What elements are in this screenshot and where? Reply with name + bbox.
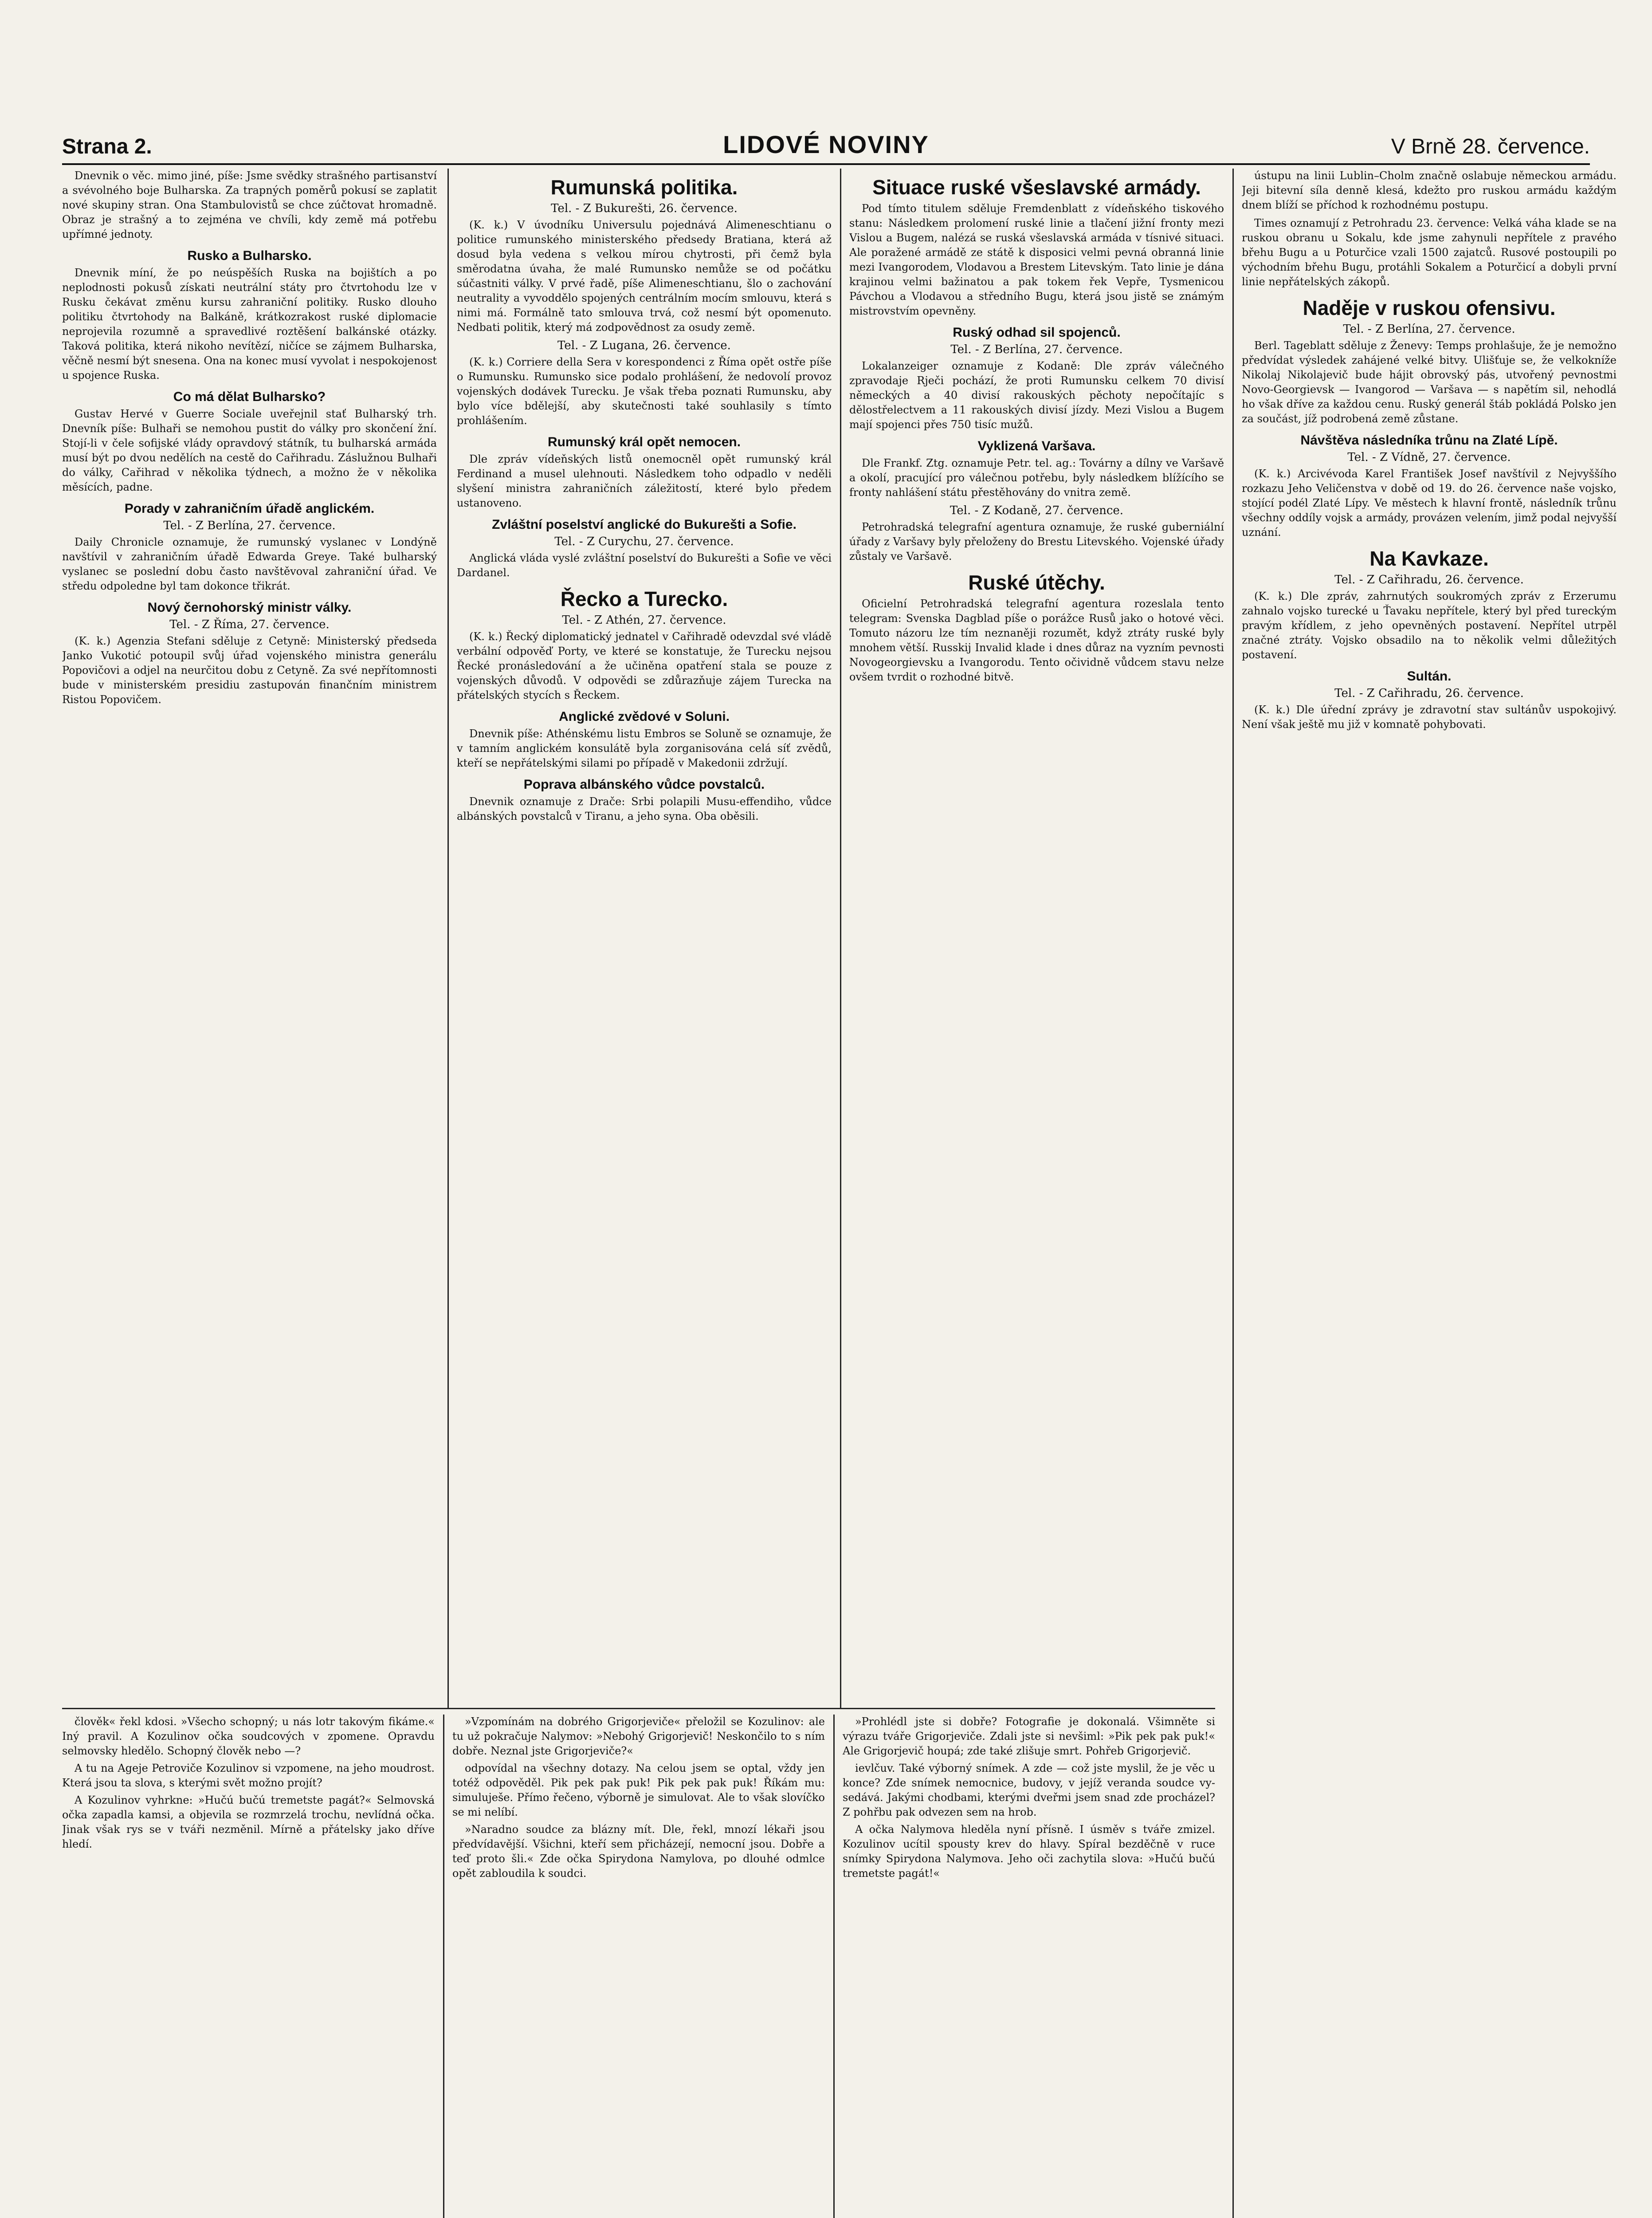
article — [457, 176, 832, 335]
article — [457, 338, 832, 428]
article-headline: Ruské útěchy. — [968, 571, 1105, 594]
article — [62, 501, 437, 594]
article — [849, 503, 1224, 564]
column-rule — [1232, 169, 1234, 2218]
article-text: Daily Chronicle oznamuje, že rumunský vyslanec v Londýně navštívil v zahraničním úřadě Edwarda Greye. Také bulharský vyslanec se poslední dobu často navštěvoval zahraniční úřad. Ve středu odpoledne byl tam dokonce třikrát. — [62, 536, 437, 592]
article-dateline: Tel. - Z Vídně, 27. července. — [1347, 451, 1511, 464]
feuilleton-paragraph: »Naradno soudce za blázny mít. Dle, řekl, mnozí lékaři jsou předvídavější. Všichni, kteří sem přicházejí, nemocní jsou. Dobře a teď proto šli.« Zde očka Spirydona Namylova, po dlouhé odmlce opět zabloudila k soudci. — [452, 1823, 825, 1880]
article — [1242, 669, 1617, 732]
feuilleton-paragraph: A tu na Ageje Petroviče Kozulinov si vzpomene, na jeho moudrost. Která jsou ta slova, s kterými svět možno projít? — [62, 1762, 435, 1789]
article-text: Dle Frankf. Ztg. oznamuje Petr. tel. ag.: Továrny a dílny ve Varšavě a okolí, pracující pro válečnou potřebu, byly následkem blížícího se fronty nahlášení státu přestěhovány do vnitra země. — [849, 457, 1224, 499]
article-text: Pod tímto titulem sděluje Fremdenblatt z vídeňského tiskového stanu: Následkem prolomení ruské linie a tlačení jižní fronty mezi Vislou a Bugem, nalézá se ruská všeslavská armáda v tísnivé situaci. Ale poražené armádě ze státě k disposici velmi pevná obranná linie mezi Ivangorodem, Vlodavou a Brestem Litevským. Tato linie je dána krajinou velmi bažinatou a pak tokem řek Vepře, Tysmenicou Pávchou a Vlodavou a středního Bugu, která jsou jistě se známým mistrovstvím opevněny. — [849, 202, 1224, 317]
column-rule — [840, 169, 841, 1708]
article-headline: Zvláštní poselství anglické do Bukurešti a Sofie. — [492, 517, 797, 532]
feuilleton-paragraph: A Kozulinov vyhrkne: »Hučú bučú tremetste pagát?« Selmovská očka zapadla kamsi, a objevila se rozmrzelá trochu, nevlídná očka. Jinak však rys se v tváři nezměnil. Mírně a přátelsky jako dříve hledí. — [62, 1794, 435, 1850]
article — [1242, 547, 1617, 662]
article-headline: Anglické zvědové v Soluni. — [558, 709, 730, 724]
feuilleton-paragraph: »Prohlédl jste si dobře? Fotografie je dokonalá. Všimněte si výrazu tváře Grigorjeviče. Zdali jste si nevšiml: »Pik pek pak puk!« Ale Grigorjevič houpá; zde také zlišuje smrt. Pohřeb Grigorjevič. — [843, 1715, 1215, 1757]
article-headline: Ruský odhad sil spojenců. — [953, 325, 1121, 340]
article-headline: Sultán. — [1407, 669, 1452, 684]
article-text: (K. k.) Řecký diplomatický jednatel v Cařihradě odevzdal své vládě verbální odpověď Porty, ve které se konstatuje, že Turecku nejsou Řecké pronásledování a že učiněna opatření stala se pouze z vojenských důvodů. V odpovědi se zdůrazňuje zájem Turecka na přátelských stycích s Řeckem. — [457, 630, 832, 701]
article-headline: Rusko a Bulharsko. — [187, 248, 312, 263]
masthead — [62, 129, 1590, 165]
page-label: Strana 2. — [62, 135, 152, 158]
article-text: Dle zpráv vídeňských listů onemocněl opět rumunský král Ferdinand a musel ulehnouti. Následkem toho odpadlo v neděli slyšení ministra zahraničních záležitostí, které bylo předem ustanoveno. — [457, 453, 832, 509]
article-headline: Co má dělat Bulharsko? — [173, 389, 326, 404]
article-text: Lokalanzeiger oznamuje z Kodaně: Dle zpráv válečného zpravodaje Rječi pochází, že proti Rumunsku celkem 70 divisí německých a 40 divisí rakouských pěchoty nepočítajíc s dělostřelectvem a 11 rakouských divisí jízdy. Mezi Vislou a Bugem mají spojenci přes 750 tisíc mužů. — [849, 360, 1224, 431]
feuilleton — [62, 1715, 1215, 2218]
article-dateline: Tel. - Z Kodaně, 27. července. — [950, 504, 1124, 517]
article — [849, 438, 1224, 500]
article — [849, 176, 1224, 319]
article-text: Petrohradská telegrafní agentura oznamuje, že ruské guberniální úřady z Varšavy byly přeloženy do Brestu Litevského. Vojenské úřady zůstaly ve Varšavě. — [849, 521, 1224, 562]
article — [457, 709, 832, 771]
column-1 — [62, 169, 437, 1703]
feuilleton-paragraph: člověk« řekl kdosi. »Všecho schopný; u nás lotr takovým fikáme.« Iný pravil. A Kozulinov očka soudcových v zpomene. Opravdu selmovsky hledělo. Schopný člověk nebo —? — [62, 1715, 435, 1757]
article — [457, 777, 832, 824]
article — [62, 600, 437, 707]
article-text: Gustav Hervé v Guerre Sociale uveřejnil stať Bulharský trh. Dnevník píše: Bulhaři se nemohou pustit do války pro skončení žní. Stojí-li v čele sofijské vlády opravdový státník, tu bulharská armáda musí být po dvou nedělích na cestě do Cařihradu. Záslužnou Bulhaři do války, Cařihrad v několika týdnech, a možno že v několika měsících, padne. — [62, 408, 437, 493]
article-text: (K. k.) Corriere della Sera v korespondenci z Říma opět ostře píše o Rumunsku. Rumunsko sice podalo prohlášení, že nedovolí provoz vojenských dodávek Turecku. Je však třeba poznati Rumunsku, aby bylo více bdělejší, aby skutečnosti také souhlasily s tímto prohlášením. — [457, 356, 832, 427]
article-headline: Rumunská politika. — [550, 176, 738, 199]
article-headline: Situace ruské všeslavské armády. — [872, 176, 1201, 199]
article — [1242, 296, 1617, 426]
feuilleton-paragraph: ievlčuv. Také výborný snímek. A zde — což jste myslil, že je věc u konce? Zde snímek nemocnice, budovy, v jejíž veranda soudce vy- sedává. Jakými chodbami, kterými dveřmi jsem snad zde procházel? Z pohřbu pak odvezen sem na hrob. — [843, 1762, 1215, 1818]
article-dateline: Tel. - Z Bukurešti, 26. července. — [551, 202, 738, 215]
article — [457, 587, 832, 703]
article-dateline: Tel. - Z Lugana, 26. července. — [557, 339, 731, 352]
article-text: Times oznamují z Petrohradu 23. července: Velká váha klade se na ruskou obranu u Sokalu, kde jsme zahynuli nepřítele z pravého břehu Bugu a u Poturčice vzali 1500 zajatců. Rusové postoupili po východním břehu Bugu, protáhli Sokalem a Poturčicí a dobyli první linie nepřátelských zákopů. — [1242, 217, 1617, 288]
article-dateline: Tel. - Z Cařihradu, 26. července. — [1334, 573, 1524, 586]
article-dateline: Tel. - Z Cařihradu, 26. července. — [1334, 687, 1524, 700]
article-headline: Návštěva následníka trůnu na Zlaté Lípě. — [1300, 433, 1558, 448]
article-text: Anglická vláda vyslé zvláštní poselství do Bukurešti a Sofie ve věci Dardanel. — [457, 552, 832, 579]
article-text: Oficielní Petrohradská telegrafní agentura rozeslala tento telegram: Svenska Dagblad píše o porážce Rusů jako o hotové věci. Tomuto názoru lze tím neznaněji rozumět, když ztráty ruské byly mnohem větší. Russkij Invalid klade i dnes důraz na vyzním pevnosti Novogeorgievsku a Ivangorodu. Tento očividně vůdcem stavu nelze ovšem tvrdit o rozhodné bitvě. — [849, 598, 1224, 683]
column-4 — [1242, 169, 1617, 2218]
article — [62, 389, 437, 495]
article-text: (K. k.) Agenzia Stefani sděluje z Cetyně: Ministerský předseda Janko Vukotić potoupil svůj úřad vojenského ministra generálu Popovičovi a odjel na neurčitou dobu z Cetyně. Za své nepřítomnosti bude v ministerském presidiu zastupován finančním ministrem Ristou Popovičem. — [62, 635, 437, 706]
article-dateline: Tel. - Z Berlína, 27. července. — [163, 519, 336, 532]
article-text: ústupu na linii Lublin–Cholm značně oslabuje německou armádu. Jeji bitevní síla denně klesá, kdežto pro ruskou armádu každým dnem blíží se příchod k rozhodnému postupu. — [1242, 169, 1617, 211]
article-headline: Poprava albánského vůdce povstalců. — [523, 777, 765, 792]
article-text: Dnevnik o věc. mimo jiné, píše: Jsme svědky strašného partisanství a svévolného boje Bulharska. Za trapných poměrů pokusí se zaplatit nové skupiny stran. Ona Stambulovistů se chce zúčtovat hromadně. Obraz je strašný a to zejména ve chvíli, kdy země má potřebu upřímné jednoty. — [62, 169, 437, 240]
article-headline: Vyklizená Varšava. — [977, 439, 1096, 453]
article — [457, 517, 832, 580]
article-dateline: Tel. - Z Berlína, 27. července. — [950, 343, 1123, 356]
newspaper-title: LIDOVÉ NOVINY — [723, 130, 929, 158]
article-text: (K. k.) Arcivévoda Karel František Josef navštívil z Nejvyššího rozkazu Jeho Veličenstva v době od 19. do 26. července naše vojsko, stojící podél Zlaté Lípy. Ve městech k hlavní frontě, následník trůnu všechny oddíly vojsk a armády, provázen velením, jimž podal nejvyšší uznání. — [1242, 468, 1617, 539]
article-dateline: Tel. - Z Curychu, 27. července. — [554, 535, 734, 548]
feuilleton-paragraph: »Vzpomínám na dobrého Grigorjeviče« přeložil se Kozulinov: ale tu už pokračuje Nalymov: »Nebohý Grigorjevič! Neskončilo to s ním dobře. Neznal jste Grigorjeviče?« — [452, 1715, 825, 1757]
article-text: Dnevnik píše: Athénskému listu Embros se Soluně se oznamuje, že v tamním anglickém konsulátě byla zorganisována celá síť zvědů, kteří se nepřátelskými silami po případě v Makedonii zdržují. — [457, 728, 832, 769]
article-headline: Na Kavkaze. — [1369, 547, 1489, 570]
article-text: Dnevnik oznamuje z Drače: Srbi polapili Musu-effendiho, vůdce albánských povstalců v Tiranu, a jeho syna. Oba oběsili. — [457, 795, 832, 822]
feuilleton-paragraph: A očka Nalymova hleděla nyní přísně. I úsměv s tváře zmizel. Kozulinov ucítil spousty krev do hlavy. Spíral bezděčně v ruce snímky Spirydona Nalymova. Jeho oči zachytila slova: »Hučú bučú tremetste pagát!« — [843, 1823, 1215, 1880]
article — [849, 571, 1224, 684]
article-text: Dnevnik míní, že po neúspěších Ruska na bojištích a po neplodnosti pokusů získati neutrální státy pro čtvrtohodu lze v Rusku čekávat změnu kursu zahraniční politiky. Rusko dlouho politiku čtvrtohody na Balkáně, krátkozrakost ruské diplomacie neprojevila rozumně a spravedlivé roztěšení balkánské otázky. Taková politika, která nikoho nevítězí, ničíce se zájmem Bulharska, věčně nesmí být snesena. Ona na konec musí vyvolat i nespokojenost u spojence Ruska. — [62, 267, 437, 381]
article-headline: Naděje v ruskou ofensivu. — [1303, 296, 1556, 319]
article-headline: Nový černohorský ministr války. — [147, 600, 352, 615]
article-dateline: Tel. - Z Berlína, 27. července. — [1343, 322, 1515, 336]
column-3 — [849, 169, 1224, 1703]
article-headline: Rumunský král opět nemocen. — [547, 435, 741, 449]
article-text: Berl. Tageblatt sděluje z Ženevy: Temps prohlašuje, že je nemožno předvídat výsledek zahájené velké bitvy. Ulišťuje se, že velkokníže Nikolaj Nikolajevič bude hájit obrovský pás, utvořený pevnostmi Novo-Georgievsk — Ivangorod — Varšava — s napětím sil, nehodlá ho však dříve za každou cenu. Ruský generál štáb pokládá Polsko jen za součást, jíž podrobená země zůstane. — [1242, 339, 1617, 425]
article-headline: Řecko a Turecko. — [560, 587, 728, 610]
article — [457, 434, 832, 511]
column-2 — [457, 169, 832, 1703]
feuilleton-paragraph: odpovídal na všechny dotazy. Na celou jsem se optal, vždy jen totéž odpověděl. Pik pek pak puk! Pik pek pak puk! Říkám mu: simuluješe. Přímo řečeno, výborně je simulovat. Ale to však slovíčko se mi nelíbí. — [452, 1762, 825, 1818]
article — [1242, 433, 1617, 540]
article-text: (K. k.) V úvodníku Universulu pojednává Alimeneschtianu o politice rumunského ministerského předsedy Bratiana, která až dosud byla vedena s velkou mírou chytrosti, při čemž byla směrodatna úvaha, že malé Rumunsko nemůže se od počátku súčastniti války. V prvé řadě, píše Alimeneschtianu, šlo o zachování neutrality a vyvoddělo spojených centrálním mocím smlouvu, která s nimi má. Formálně tato smlouva trvá, což nesmí být opomenuto. Nedbati politik, který má zodpovědnost za osudy země. — [457, 219, 832, 334]
article-text: (K. k.) Dle úřední zprávy je zdravotní stav sultánův uspokojivý. Není však ještě mu již v komnatě pohybovati. — [1242, 704, 1617, 731]
article-text: (K. k.) Dle zpráv, zahrnutých soukromých zpráv z Erzerumu zahnalo vojsko turecké u Ťavaku nepřítele, který byl před tureckým pravým křídlem, z jeho opevněných postavení. Nepřítel utrpěl značné ztráty. Vojsko obsadilo na to několik velmi důležitých postavení. — [1242, 590, 1617, 661]
article — [62, 248, 437, 383]
section-divider — [62, 1708, 1215, 1709]
dateline: V Brně 28. července. — [1391, 135, 1590, 158]
article — [1242, 216, 1617, 289]
article-dateline: Tel. - Z Říma, 27. července. — [169, 618, 330, 631]
article-dateline: Tel. - Z Athén, 27. července. — [562, 613, 726, 627]
article — [849, 325, 1224, 432]
column-rule — [447, 169, 449, 1708]
article-headline: Porady v zahraničním úřadě anglickém. — [124, 501, 375, 516]
